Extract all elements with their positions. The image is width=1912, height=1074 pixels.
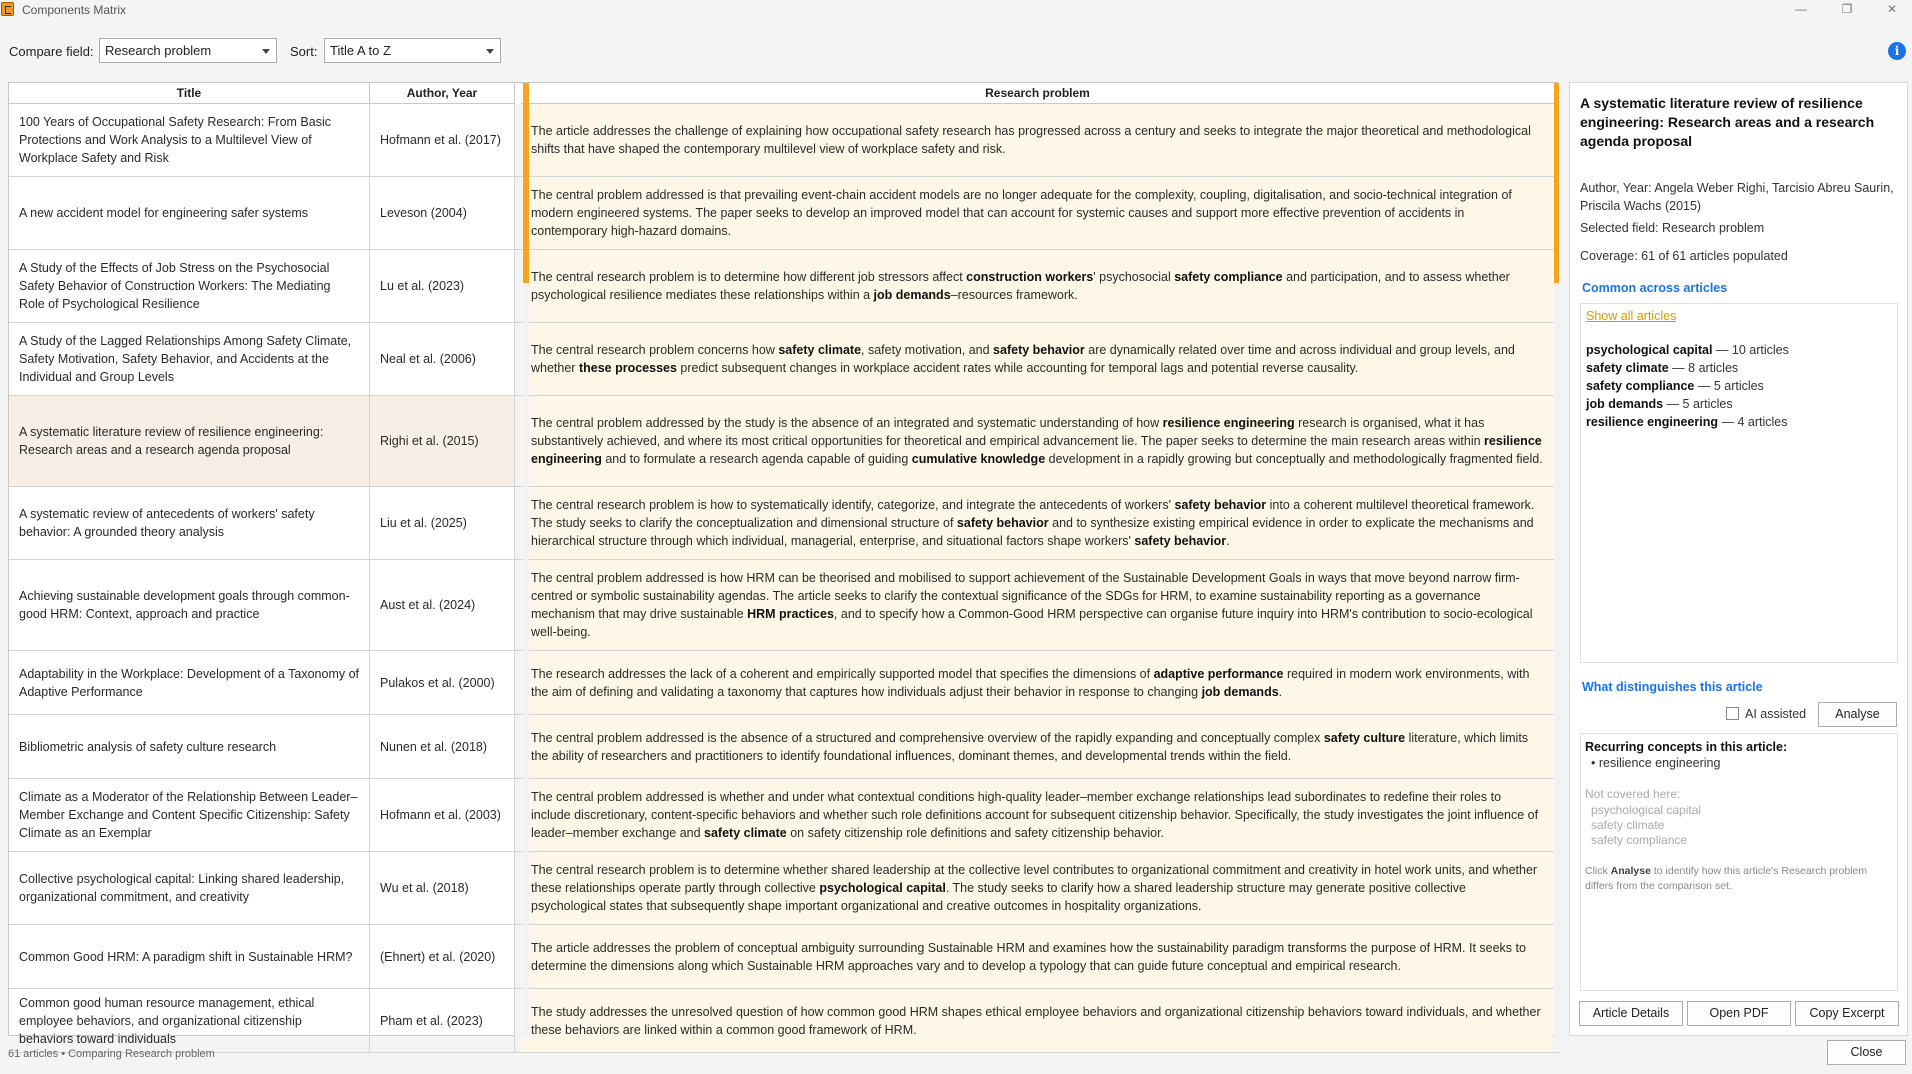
cell-research-problem: The central problem addressed is that prevailing event-chain accident models are no longer adequate for the complexity, coupling, digitalisation, and socio-technical integration of modern engineered systems. The paper seeks to develop an improved model that can account for systemic causes and support more effective prevention of accidents in contemporary high-hazard domains. bbox=[521, 177, 1553, 249]
cell-author: Wu et al. (2018) bbox=[370, 852, 515, 924]
copy-excerpt-button[interactable]: Copy Excerpt bbox=[1795, 1001, 1899, 1026]
common-list bbox=[1586, 341, 1892, 431]
common-term[interactable]: psychological capital — 10 articles bbox=[1586, 343, 1789, 357]
cell-title: Adaptability in the Workplace: Development of a Taxonomy of Adaptive Performance bbox=[9, 651, 370, 714]
cell-author: Neal et al. (2006) bbox=[370, 323, 515, 395]
status-text: 61 articles • Comparing Research problem bbox=[8, 1048, 215, 1060]
table-row[interactable] bbox=[9, 396, 1560, 487]
recurring-item: • resilience engineering bbox=[1591, 756, 1721, 770]
minimize-button[interactable]: — bbox=[1795, 2, 1807, 16]
selected-field: Selected field: Research problem bbox=[1580, 221, 1765, 235]
cell-research-problem: The article addresses the challenge of explaining how occupational safety research has progressed across a century and seeks to integrate the major theoretical and methodological shifts that have shaped the contemporary multilevel view of workplace safety and risk. bbox=[521, 104, 1553, 176]
compare-field-select[interactable] bbox=[99, 38, 277, 63]
cell-author: Aust et al. (2024) bbox=[370, 560, 515, 650]
distinguish-box bbox=[1580, 733, 1898, 991]
column-header-field[interactable]: Research problem bbox=[521, 83, 1554, 104]
cell-title: Achieving sustainable development goals through common-good HRM: Context, approach and practice bbox=[9, 560, 370, 650]
show-all-link[interactable]: Show all articles bbox=[1586, 309, 1677, 323]
analyse-button[interactable]: Analyse bbox=[1818, 702, 1897, 727]
ai-assisted-checkbox[interactable] bbox=[1726, 707, 1739, 720]
cell-author: (Ehnert) et al. (2020) bbox=[370, 925, 515, 988]
cell-title: 100 Years of Occupational Safety Research: From Basic Protections and Work Analysis to a Multilevel View of Workplace Safety and Risk bbox=[9, 104, 370, 176]
app-icon bbox=[1, 2, 14, 16]
table-row[interactable] bbox=[9, 487, 1560, 560]
article-title: A systematic literature review of resilience engineering: Research areas and a research agenda proposal bbox=[1580, 95, 1875, 149]
compare-field-value: Research problem bbox=[105, 43, 212, 58]
info-icon[interactable]: i bbox=[1888, 42, 1906, 60]
close-window-button[interactable]: ✕ bbox=[1886, 2, 1898, 16]
author-year: Author, Year: Angela Weber Righi, Tarcisio Abreu Saurin, Priscila Wachs (2015) bbox=[1580, 181, 1894, 213]
cell-research-problem: The article addresses the problem of conceptual ambiguity surrounding Sustainable HRM and examines how the sustainability paradigm transforms the purpose of HRM. It seeks to determine the dimensions along which Sustainable HRM approaches vary and to develop a typology that can guide future conceptual and empirical research. bbox=[521, 925, 1553, 988]
column-header-title[interactable]: Title bbox=[9, 83, 370, 104]
cell-title: Climate as a Moderator of the Relationship Between Leader–Member Exchange and Content Specific Citizenship: Safety Climate as an Exemplar bbox=[9, 779, 370, 851]
scrollbar-thumb[interactable] bbox=[1554, 83, 1559, 283]
cell-author: Pulakos et al. (2000) bbox=[370, 651, 515, 714]
cell-author: Leveson (2004) bbox=[370, 177, 515, 249]
cell-author: Pham et al. (2023) bbox=[370, 989, 515, 1052]
cell-title: A new accident model for engineering safer systems bbox=[9, 177, 370, 249]
cell-title: A systematic literature review of resilience engineering: Research areas and a research agenda proposal bbox=[9, 396, 370, 486]
sort-select[interactable] bbox=[324, 38, 501, 63]
table-body bbox=[9, 104, 1560, 1053]
not-covered-list bbox=[1591, 803, 1893, 848]
common-term[interactable]: job demands — 5 articles bbox=[1586, 397, 1733, 411]
cell-research-problem: The central problem addressed is the absence of a structured and comprehensive overview of the rapidly expanding and conceptually complex safety culture literature, which limits the ability of researchers and practitioners to identify foundational influences, dominant themes, and developmental trends within the field. bbox=[521, 715, 1553, 778]
restore-button[interactable]: ❐ bbox=[1841, 2, 1853, 16]
cell-author: Righi et al. (2015) bbox=[370, 396, 515, 486]
cell-title: Collective psychological capital: Linking shared leadership, organizational commitment, and creativity bbox=[9, 852, 370, 924]
common-box bbox=[1580, 303, 1898, 663]
title-bar bbox=[0, 0, 1912, 20]
table-row[interactable] bbox=[9, 925, 1560, 989]
not-covered-item: safety climate bbox=[1591, 818, 1665, 832]
cell-author: Hofmann et al. (2017) bbox=[370, 104, 515, 176]
pane-splitter[interactable] bbox=[523, 83, 529, 1037]
cell-research-problem: The central problem addressed by the study is the absence of an integrated and systematic understanding of how resilience engineering research is organised, what it has substantively achieved, and where its most critical opportunities for theoretical and empirical advancement lie. The paper seeks to determine the main research areas within resilience engineering and to formulate a research agenda capable of guiding cumulative knowledge development in a rapidly growing but conceptually and methodologically fragmented field. bbox=[521, 396, 1553, 486]
matrix-table bbox=[8, 82, 1559, 1046]
article-details-button[interactable]: Article Details bbox=[1579, 1001, 1683, 1026]
common-heading: Common across articles bbox=[1582, 281, 1728, 295]
table-row[interactable] bbox=[9, 250, 1560, 323]
table-row[interactable] bbox=[9, 989, 1560, 1053]
table-row[interactable] bbox=[9, 323, 1560, 396]
detail-panel bbox=[1569, 82, 1908, 1036]
recurring-list bbox=[1591, 756, 1893, 770]
open-pdf-button[interactable]: Open PDF bbox=[1687, 1001, 1791, 1026]
close-button[interactable]: Close bbox=[1827, 1040, 1906, 1065]
cell-author: Nunen et al. (2018) bbox=[370, 715, 515, 778]
analyse-hint: Click Analyse to identify how this article's Research problem differs from the comparison set. bbox=[1585, 865, 1868, 892]
cell-research-problem: The central research problem is to determine how different job stressors affect construction workers' psychosocial safety compliance and participation, and to assess whether psychological resilience mediates these relationships within a job demands–resources framework. bbox=[521, 250, 1553, 322]
cell-author: Liu et al. (2025) bbox=[370, 487, 515, 559]
cell-title: Common good human resource management, ethical employee behaviors, and organizational citizenship behaviors toward individuals bbox=[9, 989, 370, 1052]
cell-title: A Study of the Lagged Relationships Among Safety Climate, Safety Motivation, Safety Behavior, and Accidents at the Individual and Group Levels bbox=[9, 323, 370, 395]
cell-title: Common Good HRM: A paradigm shift in Sustainable HRM? bbox=[9, 925, 370, 988]
table-row[interactable] bbox=[9, 852, 1560, 925]
recurring-heading: Recurring concepts in this article: bbox=[1585, 740, 1788, 754]
cell-research-problem: The central problem addressed is how HRM can be theorised and mobilised to support achievement of the Sustainable Development Goals in ways that move beyond narrow firm-centred or symbolic sustainability agendas. The article seeks to clarify the contextual significance of the SDGs for HRM, to examine sustainability reporting as a governance mechanism that may drive sustainable HRM practices, and to specify how a Common-Good HRM perspective can organise future inquiry into HRM's contribution to socio-ecological well-being. bbox=[521, 560, 1553, 650]
window-title: Components Matrix bbox=[22, 3, 127, 17]
distinguish-heading: What distinguishes this article bbox=[1582, 680, 1763, 694]
cell-title: A systematic review of antecedents of workers' safety behavior: A grounded theory analysis bbox=[9, 487, 370, 559]
toolbar bbox=[0, 35, 1912, 67]
chevron-down-icon bbox=[262, 49, 270, 54]
not-covered-item: psychological capital bbox=[1591, 803, 1702, 817]
cell-author: Hofmann et al. (2003) bbox=[370, 779, 515, 851]
cell-title: A Study of the Effects of Job Stress on the Psychosocial Safety Behavior of Construction Workers: The Mediating Role of Psychological Resilience bbox=[9, 250, 370, 322]
cell-research-problem: The central research problem concerns how safety climate, safety motivation, and safety behavior are dynamically related over time and across individual and group levels, and whether these processes predict subsequent changes in workplace accident rates while accounting for temporal lags and potential reverse causality. bbox=[521, 323, 1553, 395]
cell-research-problem: The central research problem is how to systematically identify, categorize, and integrate the antecedents of workers' safety behavior into a coherent multilevel theoretical framework. The study seeks to clarify the conceptualization and dimensional structure of safety behavior and to synthesize existing empirical evidence in order to explicate the mechanisms and hierarchical structure through which individual, managerial, enterprise, and situational factors shape workers' safety behavior. bbox=[521, 487, 1553, 559]
cell-research-problem: The central research problem is to determine whether shared leadership at the collective level contributes to organizational commitment and creativity in hotel work units, and whether these relationships operate partly through collective psychological capital. The study seeks to clarify how a shared leadership structure may generate positive collective psychological states that subsequently shape important organizational and creative outcomes in hospitality organizations. bbox=[521, 852, 1553, 924]
cell-title: Bibliometric analysis of safety culture research bbox=[9, 715, 370, 778]
common-term[interactable]: safety compliance — 5 articles bbox=[1586, 379, 1764, 393]
compare-field-label: Compare field: bbox=[9, 44, 94, 59]
sort-label: Sort: bbox=[290, 44, 318, 59]
coverage: Coverage: 61 of 61 articles populated bbox=[1580, 249, 1788, 263]
not-covered-item: safety compliance bbox=[1591, 833, 1688, 847]
cell-author: Lu et al. (2023) bbox=[370, 250, 515, 322]
table-row[interactable] bbox=[9, 715, 1560, 779]
table-row[interactable] bbox=[9, 560, 1560, 651]
cell-research-problem: The research addresses the lack of a coherent and empirically supported model that specifies the dimensions of adaptive performance required in modern work environments, with the aim of defining and validating a taxonomy that captures how individuals adjust their behavior in response to changing job demands. bbox=[521, 651, 1553, 714]
left-scrollbar-thumb[interactable] bbox=[523, 83, 529, 283]
column-header-author[interactable]: Author, Year bbox=[370, 83, 515, 104]
table-row[interactable] bbox=[9, 104, 1560, 177]
common-term[interactable]: resilience engineering — 4 articles bbox=[1586, 415, 1788, 429]
cell-research-problem: The central problem addressed is whether and under what contextual conditions high-quality leader–member exchange relationships lead subordinates to redefine their roles to include discretionary, content-specific behaviors and whether such role definitions account for subsequent citizenship behavior. Specifically, the study investigates the joint influence of leader–member exchange and safety climate on safety citizenship role definitions and safety citizenship behavior. bbox=[521, 779, 1553, 851]
table-row[interactable] bbox=[9, 651, 1560, 715]
table-row[interactable] bbox=[9, 177, 1560, 250]
common-term[interactable]: safety climate — 8 articles bbox=[1586, 361, 1739, 375]
table-row[interactable] bbox=[9, 779, 1560, 852]
vertical-scrollbar[interactable] bbox=[1554, 83, 1560, 1037]
not-covered-heading: Not covered here: bbox=[1585, 787, 1681, 801]
chevron-down-icon bbox=[486, 49, 494, 54]
cell-research-problem: The study addresses the unresolved question of how common good HRM shapes ethical employee behaviors and organizational citizenship behaviors toward individuals, and whether these behaviors are linked within a common good framework of HRM. bbox=[521, 989, 1553, 1052]
sort-value: Title A to Z bbox=[330, 43, 391, 58]
ai-assisted-label: AI assisted bbox=[1745, 707, 1807, 721]
